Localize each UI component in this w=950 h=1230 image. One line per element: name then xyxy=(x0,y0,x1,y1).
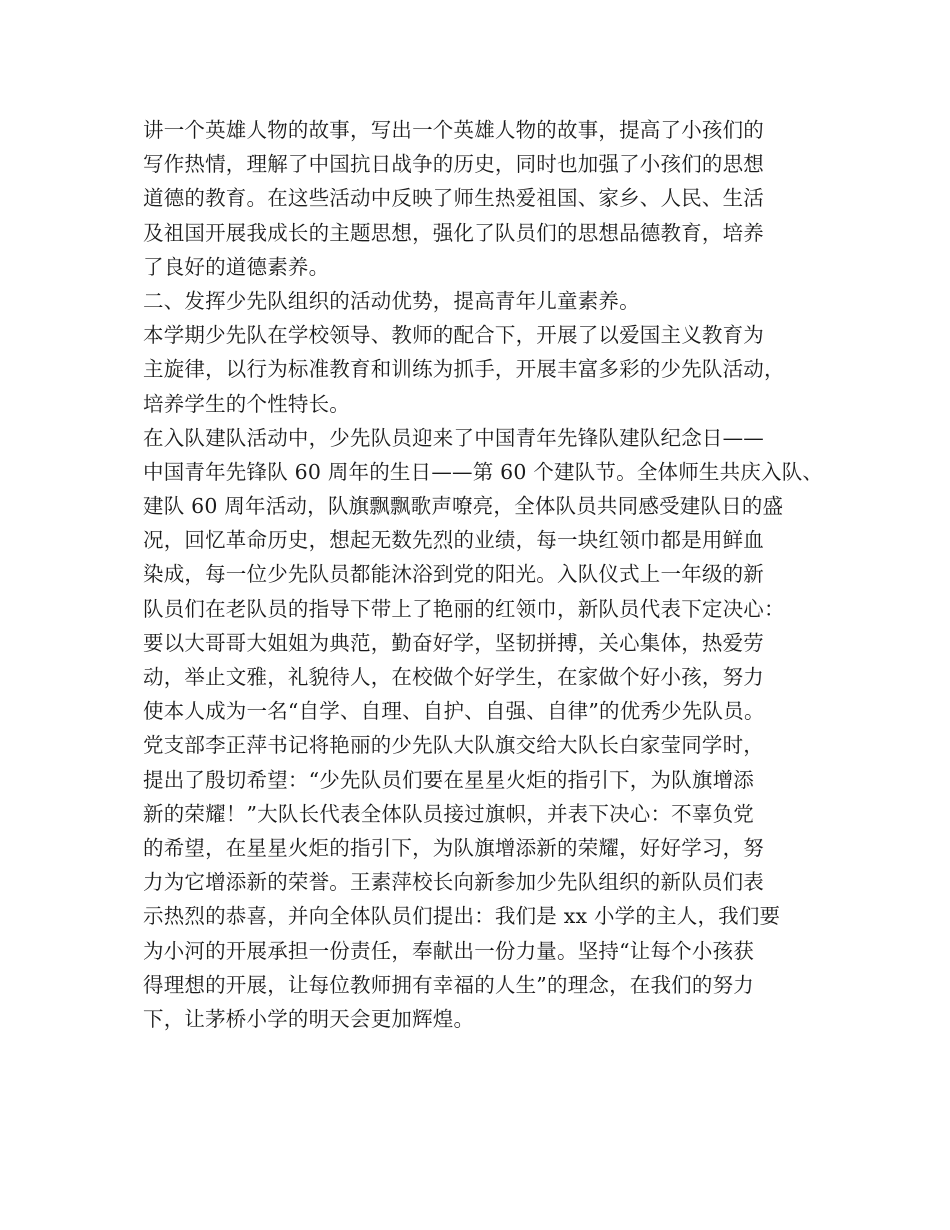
text-line: 讲一个英雄人物的故事，写出一个英雄人物的故事，提高了小孩们的 xyxy=(143,118,764,142)
text-line: 提出了殷切希望：“少先队员们要在星星火炬的指引下，为队旗增添 xyxy=(143,767,754,792)
text-line: 写作热情，理解了中国抗日战争的历史，同时也加强了小孩们的思想 xyxy=(143,152,764,177)
text-line: 要以大哥哥大姐姐为典范，勤奋好学，坚韧拼搏，关心集体，热爱劳 xyxy=(143,630,764,655)
text-line: 主旋律，以行为标准教育和训练为抓手，开展丰富多彩的少先队活动， xyxy=(143,357,785,382)
document-body xyxy=(143,113,823,1036)
text-line: 示热烈的恭喜，并向全体队员们提出：我们是 xx 小学的主人，我们要 xyxy=(143,904,781,929)
section-heading: 二、发挥少先队组织的活动优势，提高青年儿童素养。 xyxy=(143,288,640,313)
text-line: 动，举止文雅，礼貌待人，在校做个好学生，在家做个好小孩，努力 xyxy=(143,665,764,689)
text-line: 下，让茅桥小学的明天会更加辉煌。 xyxy=(143,1006,475,1031)
text-line: 本学期少先队在学校领导、教师的配合下，开展了以爱国主义教育为 xyxy=(143,323,764,348)
text-line: 队员们在老队员的指导下带上了艳丽的红领巾，新队员代表下定决心： xyxy=(143,596,785,621)
text-line: 得理想的开展，让每位教师拥有幸福的人生”的理念，在我们的努力 xyxy=(143,972,754,997)
text-line: 了良好的道德素养。 xyxy=(143,254,330,279)
text-line: 培养学生的个性特长。 xyxy=(143,391,350,416)
text-line: 及祖国开展我成长的主题思想，强化了队员们的思想品德教育，培养 xyxy=(143,220,764,245)
text-line: 新的荣耀！”大队长代表全体队员接过旗帜，并表下决心：不辜负党 xyxy=(143,801,754,826)
text-line: 使本人成为一名“自学、自理、自护、自强、自律”的优秀少先队员。 xyxy=(143,699,765,724)
text-line: 道德的教育。在这些活动中反映了师生热爱祖国、家乡、人民、生活 xyxy=(143,186,764,211)
text-line: 染成，每一位少先队员都能沐浴到党的阳光。入队仪式上一年级的新 xyxy=(143,562,764,587)
text-line: 在入队建队活动中，少先队员迎来了中国青年先锋队建队纪念日—— xyxy=(143,425,764,450)
text-line: 建队 60 周年活动，队旗飘飘歌声嘹亮，全体队员共同感受建队日的盛 xyxy=(143,494,784,519)
text-line: 党支部李正萍书记将艳丽的少先队大队旗交给大队长白家莹同学时， xyxy=(143,733,764,758)
text-line: 为小河的开展承担一份责任，奉献出一份力量。坚持“让每个小孩获 xyxy=(143,938,754,963)
text-line: 的希望，在星星火炬的指引下，为队旗增添新的荣耀，好好学习，努 xyxy=(143,835,764,860)
text-line: 况，回忆革命历史，想起无数先烈的业绩，每一块红领巾都是用鲜血 xyxy=(143,528,764,553)
text-line: 力为它增添新的荣誉。王素萍校长向新参加少先队组织的新队员们表 xyxy=(143,870,764,895)
text-line: 中国青年先锋队 60 周年的生日——第 60 个建队节。全体师生共庆入队、 xyxy=(143,459,824,484)
